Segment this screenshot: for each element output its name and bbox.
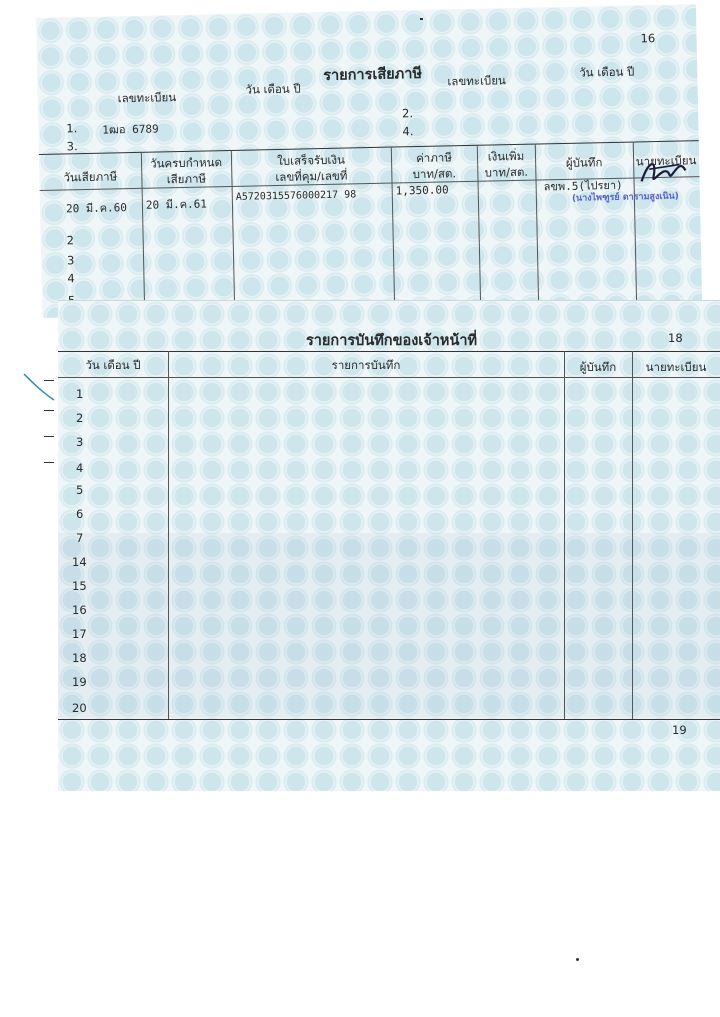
tax-date-value: 20 มี.ค.60	[65, 201, 128, 216]
receipt-number: A5720315576000217 98	[235, 189, 357, 203]
header-tax: ค่าภาษี	[415, 150, 453, 166]
row-number: 4	[67, 271, 75, 286]
entry-number: 1.	[66, 121, 78, 136]
due-date-value: 20 มี.ค.61	[145, 197, 208, 212]
header-date: วัน เดือน ปี	[85, 358, 141, 372]
table-border	[58, 377, 720, 378]
header-recorder: ผู้บันทึก	[579, 360, 617, 374]
header-tax-date: วันเสียภาษี	[63, 169, 118, 185]
recorder-value: ลขพ.5(ไปรยา)	[543, 178, 623, 194]
date-label-left: วัน เดือน ปี	[245, 81, 301, 97]
row-number: 14	[72, 555, 87, 569]
entry-number: 3.	[66, 139, 78, 154]
header-extra: เงินเพิ่ม	[487, 148, 525, 164]
row-number: 3	[66, 253, 75, 268]
row-number: 18	[72, 651, 87, 665]
row-number: 2	[66, 233, 75, 248]
signature-mark	[635, 150, 696, 191]
registration-plate: 1ฒอ 6789	[102, 122, 159, 137]
tax-amount: 1,350.00	[395, 183, 449, 198]
margin-tick	[44, 436, 54, 437]
header-receipt: เลขที่คุม/เลขที่	[275, 168, 348, 185]
header-recorder: ผู้บันทึก	[565, 155, 603, 170]
registration-label-left: เลขทะเบียน	[117, 90, 177, 106]
page-title: รายการบันทึกของเจ้าหน้าที่	[306, 333, 478, 349]
page-number: 18	[668, 331, 683, 345]
column-divider	[632, 351, 633, 719]
row-number: 7	[76, 531, 84, 545]
dust-speck	[420, 18, 423, 20]
row-number: 16	[72, 603, 87, 617]
entry-number: 2.	[401, 106, 414, 121]
margin-tick	[44, 410, 54, 411]
row-number: 4	[76, 461, 84, 475]
row-number: 15	[72, 579, 87, 593]
header-registrar: นายทะเบียน	[635, 153, 697, 169]
table-border	[58, 719, 720, 720]
row-number: 1	[76, 387, 84, 401]
registrar-name-stamp: (นางไพฑูรย์ ดารามสูงเนิน)	[571, 191, 679, 204]
pen-stroke	[22, 372, 58, 404]
registration-label-right: เลขทะเบียน	[447, 73, 506, 89]
date-label-right: วัน เดือน ปี	[579, 64, 635, 80]
column-divider	[564, 351, 565, 719]
dust-speck	[576, 958, 579, 961]
header-details: รายการบันทึก	[331, 358, 401, 372]
page-number: 16	[640, 31, 656, 46]
tax-payment-page	[36, 4, 702, 318]
scan-shadow	[58, 533, 720, 718]
header-due-date: วันครบกำหนด	[150, 155, 223, 171]
row-number: 19	[72, 675, 87, 689]
officer-records-page	[58, 300, 720, 791]
header-receipt: ใบเสร็จรับเงิน	[277, 152, 346, 168]
page-title: รายการเสียภาษี	[323, 65, 423, 84]
row-number: 17	[72, 627, 87, 641]
column-divider	[168, 351, 169, 719]
row-number: 6	[76, 507, 84, 521]
row-number: 20	[72, 701, 87, 715]
header-registrar: นายทะเบียน	[645, 360, 707, 374]
page-number-bottom: 19	[672, 723, 687, 737]
header-extra: บาท/สต.	[484, 164, 529, 180]
row-number: 5	[76, 483, 84, 497]
table-border	[58, 351, 720, 352]
header-due-date: เสียภาษี	[166, 171, 207, 187]
header-tax: บาท/สต.	[412, 166, 457, 182]
row-number: 3	[76, 435, 84, 449]
entry-number: 4.	[402, 124, 414, 139]
row-number: 2	[76, 411, 84, 425]
margin-tick	[44, 462, 54, 463]
